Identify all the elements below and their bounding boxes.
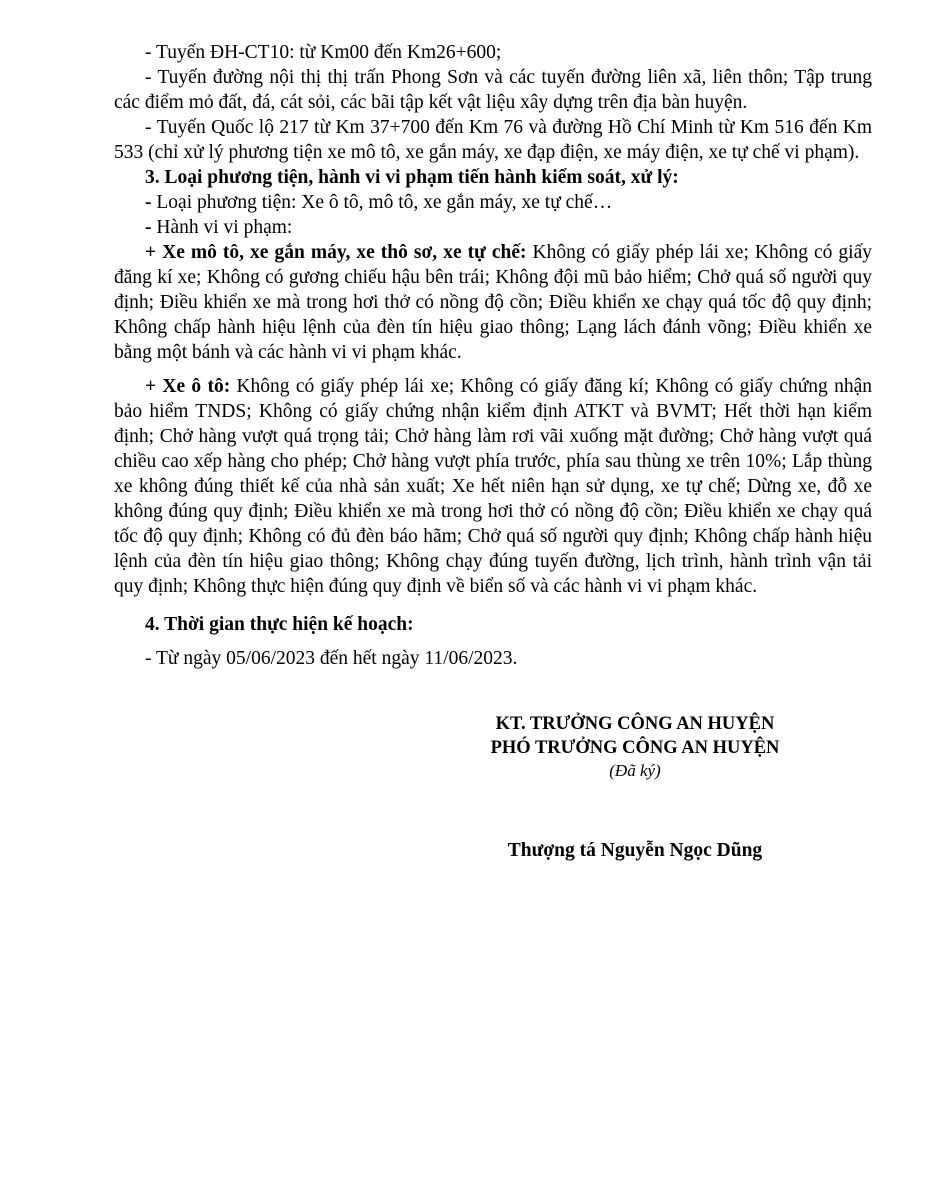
moto-violations-text: Không có giấy phép lái xe; Không có giấy đăng kí xe; Không có gương chiếu hậu bên trái; Không đội mũ bảo hiểm; Chở quá số người quy định; Điều khiển xe mà trong hơi thở có nồng độ cồn; Điều khiển xe chạy quá tốc độ quy định; Không chấp hành hiệu lệnh của đèn tín hiệu giao thông; Lạng lách đánh võng; Điều khiển xe bằng một bánh và các hành vi vi phạm khác. [114,242,872,363]
document-body [114,40,872,671]
violations-text: Hành vi vi phạm: [156,217,293,238]
car-label: + Xe ô tô: [145,376,231,397]
vehicle-types-text: Loại phương tiện: Xe ô tô, mô tô, xe gắn máy, xe tự chế… [156,192,613,213]
route-item: - Tuyến ĐH-CT10: từ Km00 đến Km26+600; [145,42,502,63]
signature-block [460,712,810,863]
car-violations-text: Không có giấy phép lái xe; Không có giấy đăng kí; Không có giấy chứng nhận bảo hiểm TNDS; Không có giấy chứng nhận kiểm định ATKT và BVMT; Hết thời hạn kiểm định; Chở hàng vượt quá trọng tải; Chở hàng làm rơi vãi xuống mặt đường; Chở hàng vượt quá chiều cao xếp hàng cho phép; Chở hàng vượt phía trước, phía sau thùng xe trên 10%; Lắp thùng xe không đúng thiết kế của nhà sản xuất; Xe hết niên hạn sử dụng, xe tự chế; Dừng xe, đỗ xe không đúng quy định; Điều khiển xe mà trong hơi thở có nồng độ cồn; Điều khiển xe chạy quá tốc độ quy định; Không có đủ đèn báo hãm; Chở quá số người quy định; Không chấp hành hiệu lệnh của đèn tín hiệu giao thông; Không chạy đúng tuyến đường, lịch trình, hành trình vận tải quy định; Không thực hiện đúng quy định về biển số và các hành vi vi phạm khác. [114,376,872,597]
moto-violations-paragraph [114,240,872,365]
bullet-dash: - [145,217,157,238]
route-item: - Tuyến đường nội thị thị trấn Phong Sơn và các tuyến đường liên xã, liên thôn; Tập trung các điểm mỏ đất, đá, cát sỏi, các bãi tập kết vật liệu xây dựng trên địa bàn huyện. [114,67,872,113]
section-3-heading: 3. Loại phương tiện, hành vi vi phạm tiến hành kiểm soát, xử lý: [145,167,679,188]
bullet-dash: - [145,192,157,213]
route-item: - Tuyến Quốc lộ 217 từ Km 37+700 đến Km 76 và đường Hồ Chí Minh từ Km 516 đến Km 533 (chỉ xử lý phương tiện xe mô tô, xe gắn máy, xe đạp điện, xe máy điện, xe tự chế vi phạm). [114,117,872,163]
signed-note: (Đã ký) [609,761,661,780]
section-4-text: - Từ ngày 05/06/2023 đến hết ngày 11/06/2023. [145,648,518,669]
moto-label: + Xe mô tô, xe gắn máy, xe thô sơ, xe tự chế: [145,242,527,263]
signature-title-1: KT. TRƯỞNG CÔNG AN HUYỆN [495,714,775,734]
vehicle-types-line [114,190,872,215]
violations-line [114,215,872,240]
signer-name: Thượng tá Nguyễn Ngọc Dũng [507,840,763,861]
car-violations-paragraph [114,374,872,599]
signature-title-2: PHÓ TRƯỞNG CÔNG AN HUYỆN [490,738,780,758]
section-4-heading: 4. Thời gian thực hiện kế hoạch: [145,614,414,635]
